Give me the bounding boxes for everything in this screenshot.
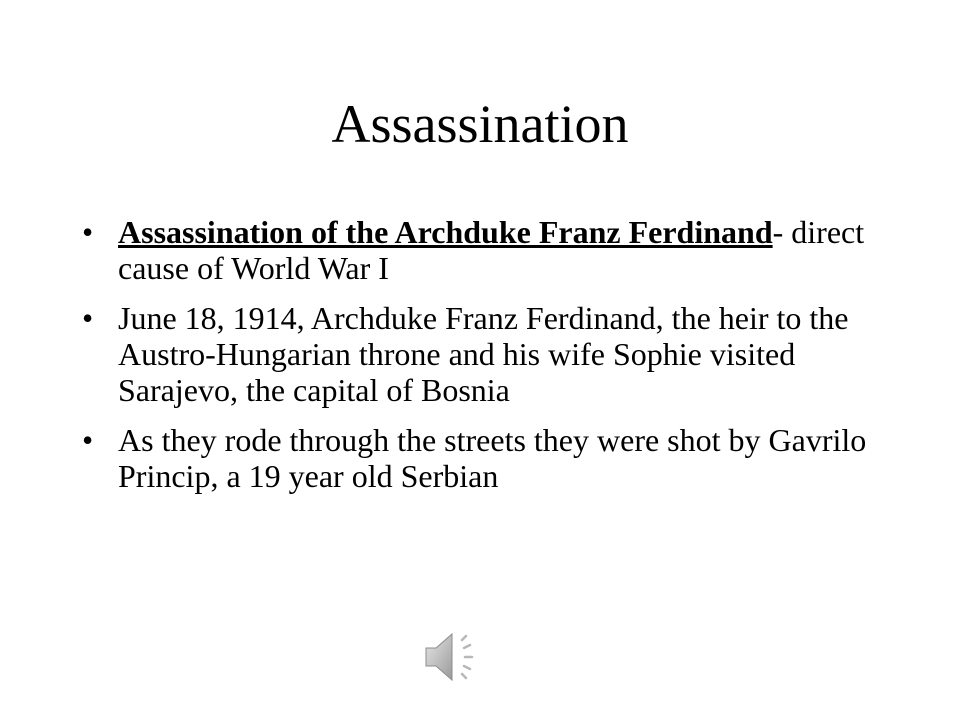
bullet-item bbox=[82, 422, 882, 494]
speaker-body bbox=[426, 634, 452, 680]
bullet-item bbox=[82, 214, 882, 286]
bullet-term: Assassination of the Archduke Franz Ferdinand bbox=[118, 214, 773, 250]
bullet-item bbox=[82, 300, 882, 408]
bullet-text: As they rode through the streets they were shot by Gavrilo Princip, a 19 year old Serbian bbox=[118, 422, 867, 494]
bullet-marker: • bbox=[82, 422, 94, 458]
bullet-marker: • bbox=[82, 214, 94, 250]
bullet-list bbox=[82, 214, 882, 508]
bullet-marker: • bbox=[82, 300, 94, 336]
slide-title: Assassination bbox=[331, 94, 629, 154]
speaker-icon[interactable] bbox=[422, 628, 488, 686]
bullet-text: - direct cause of World War I bbox=[118, 214, 865, 286]
sound-waves bbox=[462, 636, 472, 678]
bullet-text: June 18, 1914, Archduke Franz Ferdinand, the heir to the Austro-Hungarian throne and his wife Sophie visited Sarajevo, the capital of Bosnia bbox=[118, 300, 849, 408]
